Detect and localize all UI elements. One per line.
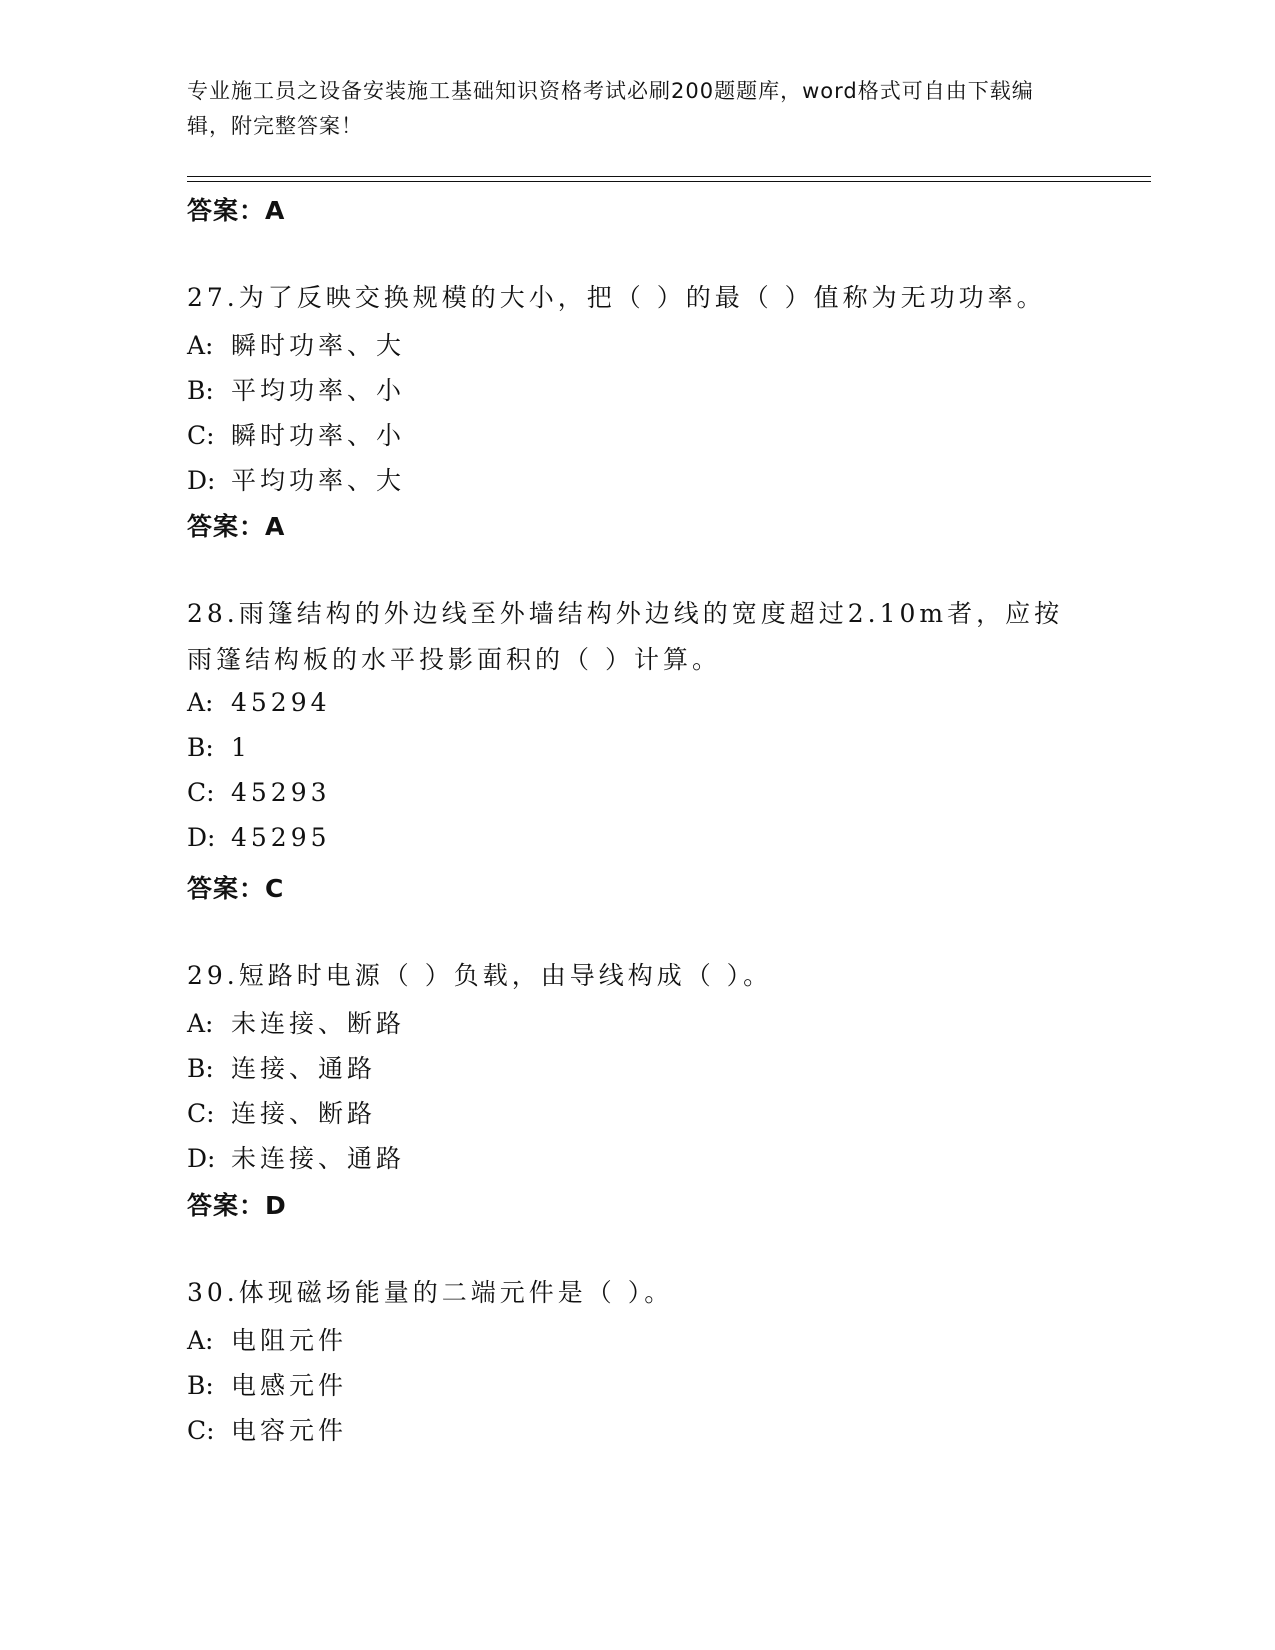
option-line bbox=[187, 1049, 376, 1085]
option-key: B: bbox=[187, 376, 214, 405]
header-rule-bottom bbox=[187, 181, 1151, 182]
option-key: A: bbox=[187, 331, 214, 360]
option-text: 平均功率、大 bbox=[231, 466, 406, 495]
header-rule-top bbox=[187, 176, 1151, 177]
option-text: 未连接、断路 bbox=[231, 1009, 406, 1038]
question-stem: 27.为了反映交换规模的大小，把（ ）的最（ ）值称为无功功率。 bbox=[187, 283, 1046, 312]
option-key: C: bbox=[187, 778, 215, 807]
option-key: B: bbox=[187, 1054, 214, 1083]
option-text: 连接、通路 bbox=[231, 1054, 377, 1083]
option-line bbox=[187, 326, 405, 362]
option-line bbox=[187, 1094, 376, 1130]
option-line bbox=[187, 823, 331, 852]
option-text: 未连接、通路 bbox=[231, 1144, 406, 1173]
option-line bbox=[187, 778, 331, 807]
option-text: 电感元件 bbox=[231, 1371, 348, 1400]
question-stem: 28.雨篷结构的外边线至外墙结构外边线的宽度超过2.10m者，应按雨篷结构板的水平投影面积的（ ）计算。 bbox=[187, 599, 1064, 674]
option-key: A: bbox=[187, 1009, 214, 1038]
answer-line: 答案：C bbox=[187, 874, 285, 903]
option-text: 45294 bbox=[231, 688, 331, 717]
option-line bbox=[187, 1321, 347, 1357]
option-key: C: bbox=[187, 1099, 215, 1128]
question-stem: 29.短路时电源（ ）负载，由导线构成（ ）。 bbox=[187, 961, 773, 990]
option-line bbox=[187, 416, 405, 452]
option-text: 电阻元件 bbox=[231, 1326, 348, 1355]
option-text: 45295 bbox=[231, 823, 331, 852]
document-header: 专业施工员之设备安装施工基础知识资格考试必刷200题题库，word格式可自由下载编辑，附完整答案！ bbox=[187, 79, 1034, 138]
option-line bbox=[187, 733, 251, 762]
option-text: 平均功率、小 bbox=[231, 376, 406, 405]
option-text: 瞬时功率、小 bbox=[231, 421, 406, 450]
answer-line: 答案：D bbox=[187, 1191, 287, 1220]
option-line bbox=[187, 1411, 347, 1447]
option-text: 45293 bbox=[231, 778, 331, 807]
option-line bbox=[187, 688, 331, 717]
option-key: A: bbox=[187, 1326, 214, 1355]
option-key: A: bbox=[187, 688, 214, 717]
answer-line: 答案：A bbox=[187, 196, 286, 225]
option-line bbox=[187, 371, 405, 407]
option-text: 电容元件 bbox=[231, 1416, 348, 1445]
option-key: C: bbox=[187, 1416, 215, 1445]
option-text: 1 bbox=[231, 733, 251, 762]
option-line bbox=[187, 461, 405, 497]
option-text: 连接、断路 bbox=[231, 1099, 377, 1128]
option-key: D: bbox=[187, 1144, 216, 1173]
option-line bbox=[187, 1004, 405, 1040]
option-key: B: bbox=[187, 733, 214, 762]
question-stem: 30.体现磁场能量的二端元件是（ ）。 bbox=[187, 1278, 674, 1307]
answer-line: 答案：A bbox=[187, 512, 286, 541]
option-line bbox=[187, 1366, 347, 1402]
option-key: B: bbox=[187, 1371, 214, 1400]
option-key: C: bbox=[187, 421, 215, 450]
option-line bbox=[187, 1139, 405, 1175]
option-key: D: bbox=[187, 823, 216, 852]
option-key: D: bbox=[187, 466, 216, 495]
option-text: 瞬时功率、大 bbox=[231, 331, 406, 360]
